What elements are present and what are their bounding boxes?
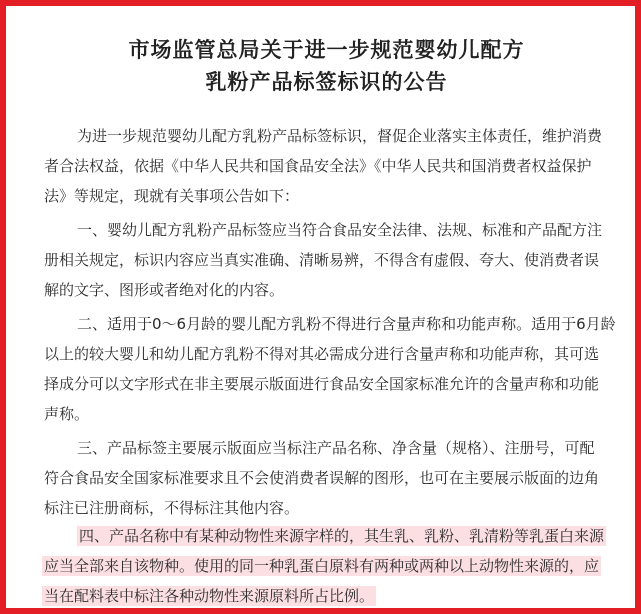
item4-highlight-2: 应当全部来自该物种。使用的同一种乳蛋白原料有两种或两种以上动物性来源的，应 [44,557,600,575]
intro-line-2: 者合法权益，依据《中华人民共和国食品安全法》《中华人民共和国消费者权益保护 [44,157,592,175]
item4-line-2 [42,556,601,576]
item3-line-1: 三、产品标签主要展示版面应当标注产品名称、净含量（规格）、注册号，可配 [77,439,595,457]
item4-line-3 [42,586,376,606]
item3-line-3: 标注已注册商标，不得标注其他内容。 [44,499,300,517]
title-line-2: 乳粉产品标签标识的公告 [205,69,448,94]
item3-line-2: 符合食品安全国家标准要求且不会使消费者误解的图形，也可在主要展示版面的边角 [44,469,600,487]
item1-line-1: 一、婴幼儿配方乳粉产品标签应当符合食品安全法律、法规、标准和产品配方注 [77,221,603,239]
item4-highlight-3: 当在配料表中标注各种动物性来源原料所占比例。 [44,587,375,605]
item1-line-3: 解的文字、图形或者绝对化的内容。 [44,281,285,299]
item4-line-1 [77,526,606,546]
intro-line-1: 为进一步规范婴幼儿配方乳粉产品标签标识，督促企业落实主体责任，维护消费 [77,127,603,145]
title-line-1: 市场监管总局关于进一步规范婴幼儿配方 [128,37,525,62]
item1-line-2: 册相关规定，标识内容应当真实准确、清晰易辨，不得含有虚假、夸大、使消费者误 [44,251,600,269]
intro-line-3: 法》等规定，现就有关事项公告如下： [44,187,300,205]
item4-highlight-1: 四、产品名称中有某种动物性来源字样的，其生乳、乳粉、乳清粉等乳蛋白来源 [79,527,605,545]
item2-line-1: 二、适用于0～6月龄的婴儿配方乳粉不得进行含量声称和功能声称。适用于6月龄 [77,315,616,333]
item2-line-2: 以上的较大婴儿和幼儿配方乳粉不得对其必需成分进行含量声称和功能声称，其可选 [44,345,600,363]
item2-line-4: 声称。 [44,405,90,423]
item2-line-3: 择成分可以文字形式在非主要展示版面进行食品安全国家标准允许的含量声称和功能 [44,375,600,393]
